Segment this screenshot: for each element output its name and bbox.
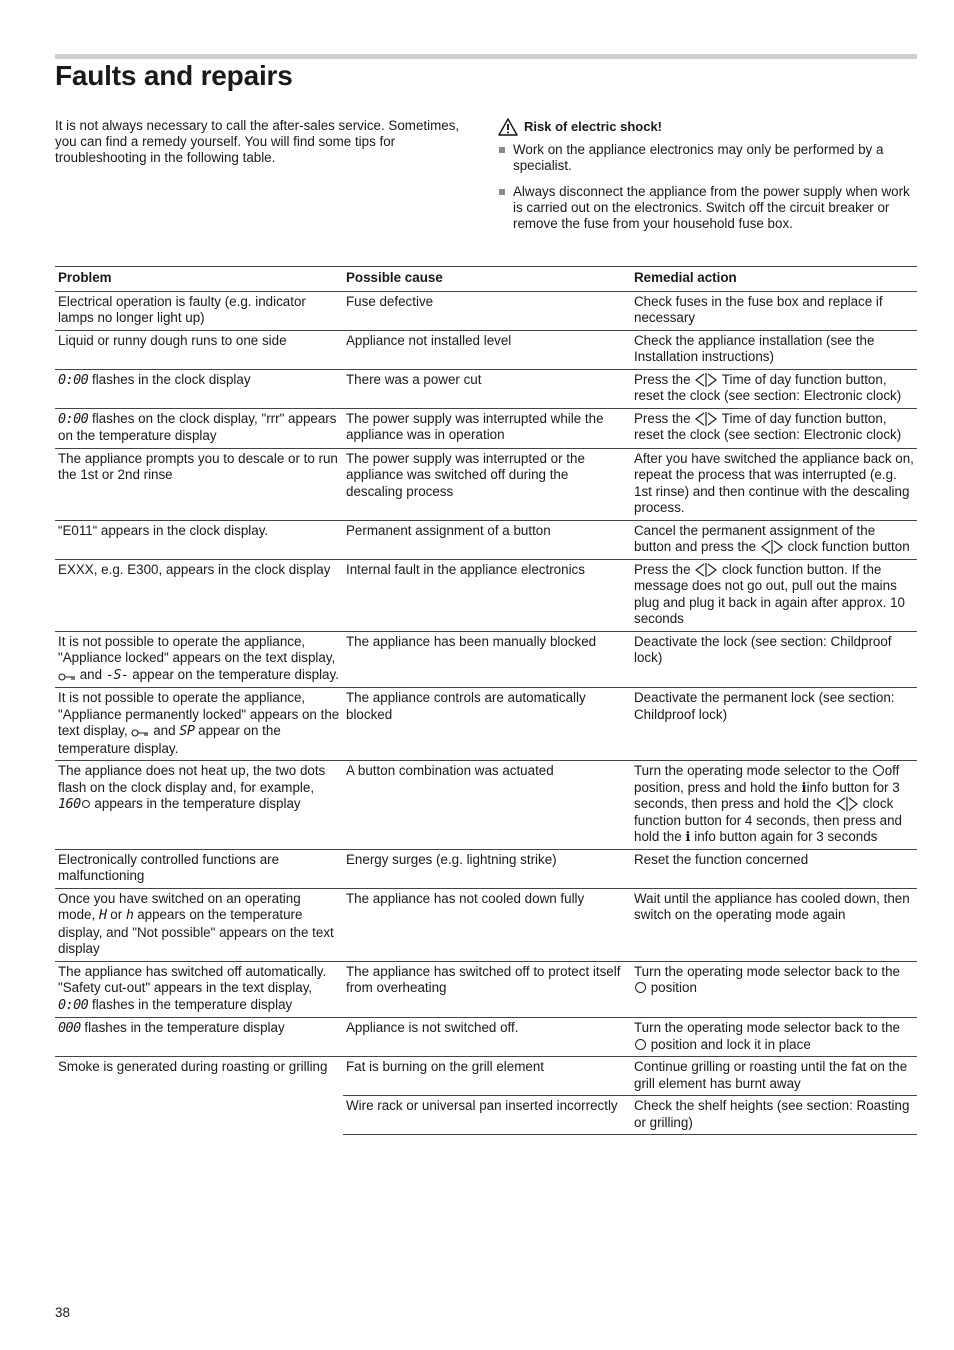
table-header-row	[55, 267, 917, 292]
cause-cell: Appliance not installed level	[343, 330, 631, 369]
problem-cell: Electrical operation is faulty (e.g. indicator lamps no longer light up)	[55, 291, 343, 330]
action-cell	[631, 408, 917, 448]
warning-title	[498, 118, 918, 136]
table-row	[55, 408, 917, 448]
action-text: clock function button for 4 seconds, then press and hold the	[634, 796, 902, 844]
problem-text: flashes on the clock display, "rrr" appears on the temperature display	[58, 410, 337, 443]
degree-symbol-icon	[82, 800, 90, 808]
action-text: Press the	[634, 561, 691, 577]
problem-text: flashes in the temperature display	[91, 996, 293, 1012]
problem-text: appears in the temperature display	[94, 796, 301, 811]
action-text: Time of day function button, reset the clock (see section: Electronic clock)	[634, 410, 902, 442]
problem-cell	[55, 688, 343, 761]
action-text: Cancel the permanent assignment of the button and press the	[634, 522, 876, 554]
problem-cell: The appliance prompts you to descale or to run the 1st or 2nd rinse	[55, 448, 343, 520]
info-icon: i	[801, 779, 807, 796]
cause-cell: Internal fault in the appliance electronics	[343, 559, 631, 631]
warning-box	[498, 118, 918, 242]
cause-cell: Permanent assignment of a button	[343, 520, 631, 559]
table-row	[55, 849, 917, 888]
problem-text: The appliance has switched off automatically. "Safety cut-out" appears in the text display,	[58, 963, 327, 995]
clock-function-icon	[760, 540, 784, 554]
action-text: Press the	[634, 410, 691, 426]
problem-text: or	[110, 907, 123, 922]
cause-cell: Wire rack or universal pan inserted incorrectly	[343, 1096, 631, 1135]
problem-text: and	[79, 666, 103, 682]
action-text: Time of day function button, reset the clock (see section: Electronic clock)	[634, 371, 902, 403]
page-number: 38	[55, 1305, 70, 1320]
action-cell	[631, 369, 917, 408]
problem-cell	[55, 1096, 343, 1135]
table-row	[55, 1057, 917, 1096]
cause-cell: Energy surges (e.g. lightning strike)	[343, 849, 631, 888]
temperature-display-symbol: 000	[58, 1021, 81, 1036]
table-row	[55, 330, 917, 369]
problem-cell	[55, 408, 343, 448]
action-cell	[631, 1018, 917, 1057]
cause-cell: The appliance has switched off to protect itself from overheating	[343, 961, 631, 1018]
clock-function-icon	[694, 373, 718, 387]
h-lower-symbol: h	[125, 908, 134, 923]
fault-table	[55, 266, 917, 1135]
table-row	[55, 888, 917, 961]
action-text: info button again for 3 seconds	[694, 829, 878, 844]
header-cause: Possible cause	[343, 267, 631, 292]
table-row	[55, 1018, 917, 1057]
clock-function-icon	[835, 797, 859, 811]
key-lock-icon	[131, 728, 149, 738]
action-text: info button for 3 seconds, then press and hold the	[634, 779, 900, 811]
action-cell: After you have switched the appliance back on, repeat the process that was interrupted (e.g. 1st rinse) and then continue with the descaling process.	[631, 448, 917, 520]
clock-function-icon	[694, 412, 718, 426]
cause-cell: The power supply was interrupted or the appliance was switched off during the descaling process	[343, 448, 631, 520]
table-row	[55, 1096, 917, 1135]
problem-cell	[55, 631, 343, 688]
cause-cell: A button combination was actuated	[343, 761, 631, 850]
warning-item: Always disconnect the appliance from the power supply when work is carried out on the electronics. Switch off the circuit breaker or remove the fuse from your household fuse box.	[498, 184, 918, 232]
problem-text: and	[153, 723, 176, 738]
problem-text: The appliance does not heat up, the two dots flash on the clock display and, for example,	[58, 763, 326, 795]
clock-function-icon	[694, 563, 718, 577]
warning-item: Work on the appliance electronics may only be performed by a specialist.	[498, 142, 918, 174]
problem-cell: Smoke is generated during roasting or grilling	[58, 1059, 328, 1074]
off-position-icon	[873, 765, 884, 776]
problem-cell: “E011“ appears in the clock display.	[55, 520, 343, 559]
table-row	[55, 631, 917, 688]
action-cell: Reset the function concerned	[631, 849, 917, 888]
action-cell: Continue grilling or roasting until the fat on the grill element has burnt away	[631, 1057, 917, 1096]
action-cell: Check fuses in the fuse box and replace if necessary	[631, 291, 917, 330]
action-cell: Check the appliance installation (see the Installation instructions)	[631, 330, 917, 369]
s-symbol: -S-	[105, 667, 129, 683]
action-cell	[631, 761, 917, 850]
cause-cell: The appliance has not cooled down fully	[343, 888, 631, 961]
problem-text: appear on the temperature display.	[132, 666, 339, 682]
table-row	[55, 520, 917, 559]
problem-text: appear on the temperature display.	[58, 723, 281, 756]
problem-cell	[55, 961, 343, 1018]
action-text: Turn the operating mode selector back to the	[634, 963, 900, 979]
action-cell: Deactivate the lock (see section: Childproof lock)	[631, 631, 917, 688]
problem-text: It is not possible to operate the appliance, "Appliance locked" appears on the text display,	[58, 633, 336, 665]
clock-display-symbol: 0:00	[58, 411, 89, 427]
problem-text: flashes in the temperature display	[84, 1020, 285, 1035]
action-cell: Wait until the appliance has cooled down, then switch on the operating mode again	[631, 888, 917, 961]
problem-cell	[55, 761, 343, 850]
table-row	[55, 688, 917, 761]
problem-text: flashes in the clock display	[91, 371, 251, 387]
table-row	[55, 761, 917, 850]
table-row	[55, 369, 917, 408]
clock-display-symbol: 0:00	[58, 372, 89, 388]
action-cell	[631, 961, 917, 1018]
page-title: Faults and repairs	[55, 60, 293, 91]
cause-cell: There was a power cut	[343, 369, 631, 408]
key-lock-icon	[58, 672, 76, 682]
table-row	[55, 961, 917, 1018]
action-text: off position, press and hold the	[634, 763, 900, 795]
action-text: position	[650, 980, 697, 995]
sp-symbol: SP	[179, 724, 195, 739]
table-row	[55, 448, 917, 520]
off-position-icon	[635, 1039, 646, 1050]
problem-cell: Electronically controlled functions are malfunctioning	[55, 849, 343, 888]
problem-cell	[55, 888, 343, 961]
warning-title-text: Risk of electric shock!	[524, 119, 662, 134]
action-text: clock function button. If the message does not go out, pull out the mains plug and plug it back in again after approx. 10 seconds	[634, 561, 905, 626]
action-cell	[631, 559, 917, 631]
problem-text: appears on the temperature display, and "Not possible" appears on the text display	[58, 907, 334, 956]
info-icon: i	[685, 829, 691, 845]
cause-cell: The power supply was interrupted while the appliance was in operation	[343, 408, 631, 448]
temperature-display-symbol: 160	[58, 797, 81, 812]
header-problem: Problem	[55, 267, 343, 292]
cause-cell: The appliance controls are automatically blocked	[343, 688, 631, 761]
action-cell: Check the shelf heights (see section: Roasting or grilling)	[631, 1096, 917, 1135]
action-text: Turn the operating mode selector to the	[634, 763, 868, 778]
h-upper-symbol: H	[98, 908, 107, 923]
problem-text: It is not possible to operate the appliance, "Appliance permanently locked" appears on the text display,	[58, 690, 340, 738]
off-position-icon	[635, 982, 646, 993]
table-row	[55, 559, 917, 631]
cause-cell: Fat is burning on the grill element	[343, 1057, 631, 1096]
action-text: Turn the operating mode selector back to the	[634, 1020, 900, 1035]
problem-cell: EXXX, e.g. E300, appears in the clock display	[55, 559, 343, 631]
header-action: Remedial action	[631, 267, 917, 292]
problem-cell	[55, 1018, 343, 1057]
cause-cell: Fuse defective	[343, 291, 631, 330]
top-rule	[55, 54, 917, 59]
warning-list	[498, 142, 918, 232]
action-text: position and lock it in place	[650, 1036, 811, 1052]
action-cell	[631, 520, 917, 559]
cause-cell: Appliance is not switched off.	[343, 1018, 631, 1057]
problem-cell: Liquid or runny dough runs to one side	[55, 330, 343, 369]
warning-triangle-icon	[498, 118, 518, 136]
problem-text: Once you have switched on an operating mode,	[58, 890, 301, 922]
table-row	[55, 291, 917, 330]
cause-cell: The appliance has been manually blocked	[343, 631, 631, 688]
action-text: clock function button	[787, 539, 910, 554]
action-cell: Deactivate the permanent lock (see section: Childproof lock)	[631, 688, 917, 761]
action-text: Press the	[634, 371, 691, 387]
clock-display-symbol: 0:00	[58, 997, 89, 1013]
problem-cell	[55, 369, 343, 408]
intro-paragraph: It is not always necessary to call the after-sales service. Sometimes, you can find a remedy yourself. You will find some tips for troubleshooting in the following table.	[55, 118, 460, 165]
